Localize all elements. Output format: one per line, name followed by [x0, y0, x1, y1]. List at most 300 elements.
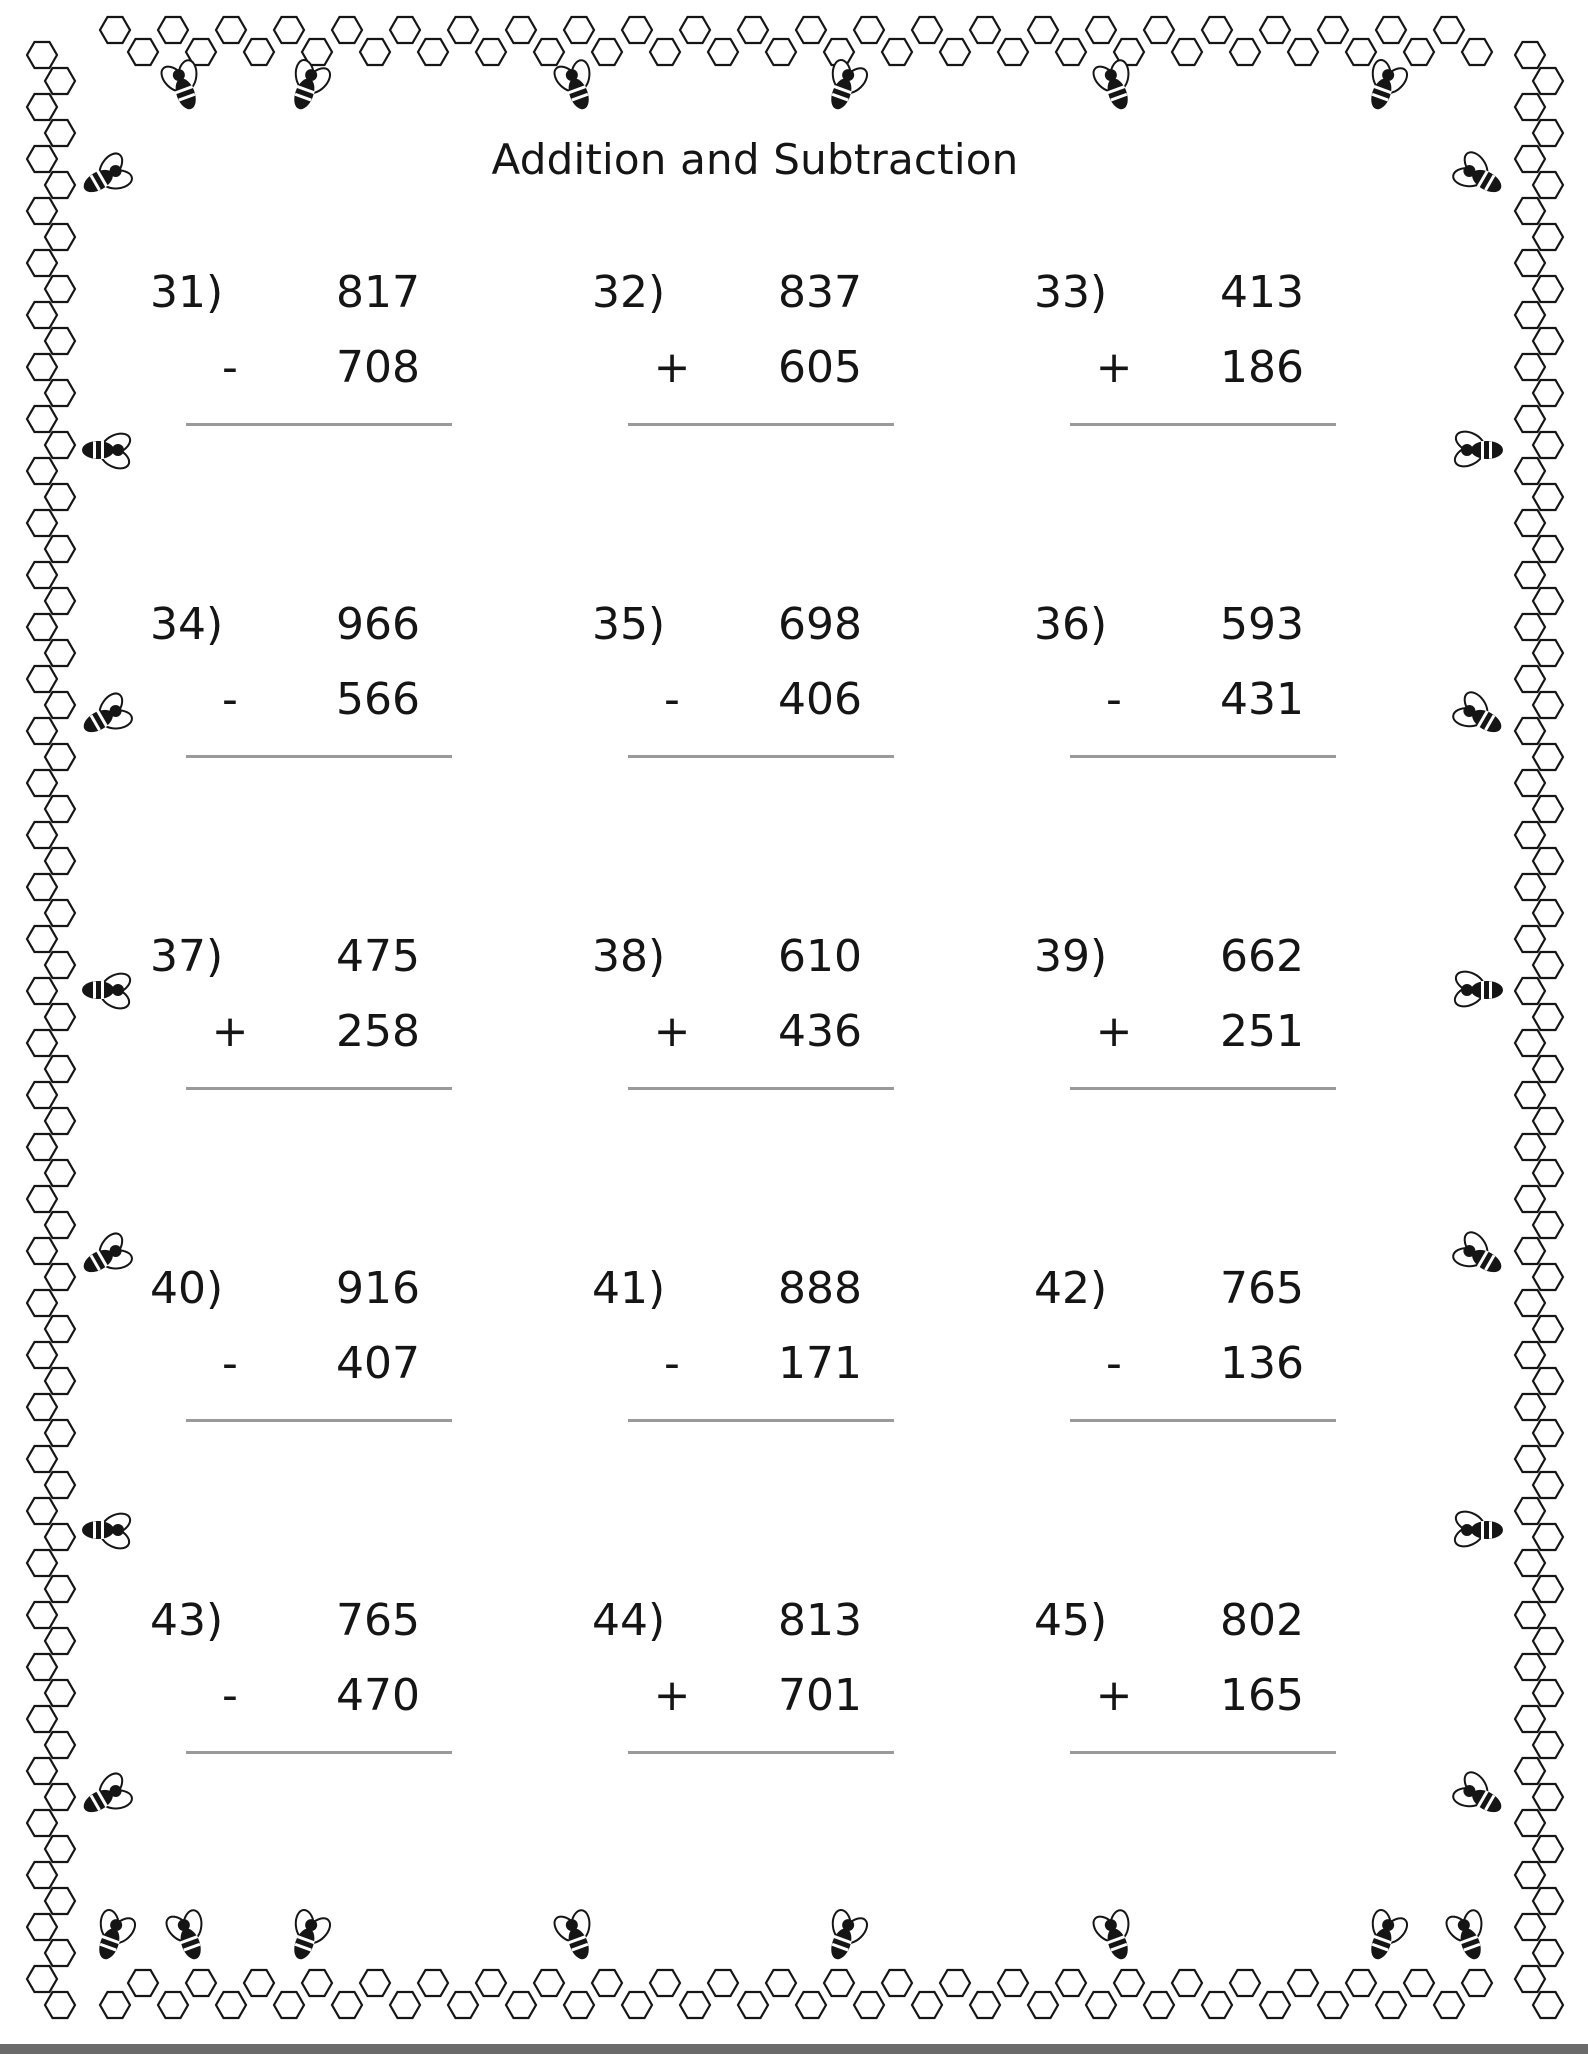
- honeycomb-hexagon-icon: [216, 17, 246, 43]
- bottom-operand: 258: [336, 1006, 420, 1057]
- honeycomb-hexagon-icon: [1515, 1498, 1545, 1524]
- honeycomb-hexagon-icon: [1515, 926, 1545, 952]
- honeycomb-hexagon-icon: [1515, 1394, 1545, 1420]
- honeycomb-hexagon-icon: [1515, 198, 1545, 224]
- top-operand: 966: [336, 599, 420, 650]
- problem-41: [592, 1261, 892, 1461]
- top-operand: 765: [336, 1595, 420, 1646]
- honeycomb-hexagon-icon: [45, 1576, 75, 1602]
- honeycomb-hexagon-icon: [708, 39, 738, 65]
- bee-icon: [1452, 1508, 1503, 1551]
- honeycomb-hexagon-icon: [1533, 1940, 1563, 1966]
- answer-line[interactable]: [628, 1087, 894, 1090]
- honeycomb-hexagon-icon: [1515, 146, 1545, 172]
- honeycomb-hexagon-icon: [1202, 1992, 1232, 2018]
- honeycomb-hexagon-icon: [1515, 1862, 1545, 1888]
- honeycomb-hexagon-icon: [27, 1030, 57, 1056]
- honeycomb-hexagon-icon: [1515, 1238, 1545, 1264]
- bee-icon: [1446, 684, 1512, 747]
- answer-line[interactable]: [1070, 1419, 1336, 1422]
- top-operand: 698: [778, 599, 862, 650]
- honeycomb-hexagon-icon: [45, 1732, 75, 1758]
- bee-icon: [280, 1904, 338, 1967]
- honeycomb-hexagon-icon: [1056, 1970, 1086, 1996]
- honeycomb-hexagon-icon: [27, 510, 57, 536]
- bee-icon: [280, 54, 338, 117]
- honeycomb-hexagon-icon: [1028, 17, 1058, 43]
- operator-sign: -: [1106, 1338, 1122, 1389]
- honeycomb-hexagon-icon: [1288, 1970, 1318, 1996]
- honeycomb-hexagon-icon: [45, 1992, 75, 2018]
- honeycomb-hexagon-icon: [1086, 1992, 1116, 2018]
- operator-sign: +: [653, 1006, 691, 1057]
- honeycomb-hexagon-icon: [45, 484, 75, 510]
- honeycomb-hexagon-icon: [1533, 1316, 1563, 1342]
- honeycomb-hexagon-icon: [1376, 17, 1406, 43]
- honeycomb-hexagon-icon: [274, 17, 304, 43]
- honeycomb-hexagon-icon: [1376, 1992, 1406, 2018]
- honeycomb-hexagon-icon: [592, 1970, 622, 1996]
- honeycomb-hexagon-icon: [1434, 17, 1464, 43]
- honeycomb-hexagon-icon: [1515, 458, 1545, 484]
- honeycomb-hexagon-icon: [1515, 1290, 1545, 1316]
- honeycomb-hexagon-icon: [27, 302, 57, 328]
- honeycomb-hexagon-icon: [738, 1992, 768, 2018]
- honeycomb-hexagon-icon: [27, 978, 57, 1004]
- honeycomb-hexagon-icon: [882, 39, 912, 65]
- problem-number: 44): [592, 1595, 666, 1646]
- bee-icon: [82, 430, 133, 473]
- honeycomb-hexagon-icon: [1114, 1970, 1144, 1996]
- honeycomb-hexagon-icon: [45, 1940, 75, 1966]
- bottom-operand: 171: [778, 1338, 862, 1389]
- honeycomb-hexagon-icon: [27, 874, 57, 900]
- honeycomb-hexagon-icon: [45, 536, 75, 562]
- honeycomb-hexagon-icon: [45, 796, 75, 822]
- honeycomb-hexagon-icon: [1533, 1836, 1563, 1862]
- answer-line[interactable]: [1070, 423, 1336, 426]
- honeycomb-hexagon-icon: [1533, 328, 1563, 354]
- honeycomb-hexagon-icon: [1533, 1160, 1563, 1186]
- problem-number: 43): [150, 1595, 224, 1646]
- honeycomb-hexagon-icon: [45, 588, 75, 614]
- operator-sign: +: [1095, 1006, 1133, 1057]
- honeycomb-hexagon-icon: [1515, 1134, 1545, 1160]
- honeycomb-hexagon-icon: [1533, 120, 1563, 146]
- honeycomb-hexagon-icon: [650, 39, 680, 65]
- problem-number: 39): [1034, 931, 1108, 982]
- answer-line[interactable]: [186, 1419, 452, 1422]
- honeycomb-hexagon-icon: [1515, 1914, 1545, 1940]
- problem-number: 36): [1034, 599, 1108, 650]
- honeycomb-hexagon-icon: [650, 1970, 680, 1996]
- honeycomb-hexagon-icon: [45, 952, 75, 978]
- honeycomb-hexagon-icon: [1515, 1186, 1545, 1212]
- answer-line[interactable]: [628, 1751, 894, 1754]
- honeycomb-hexagon-icon: [1533, 1368, 1563, 1394]
- top-operand: 765: [1220, 1263, 1304, 1314]
- honeycomb-hexagon-icon: [45, 1784, 75, 1810]
- honeycomb-hexagon-icon: [1515, 1654, 1545, 1680]
- honeycomb-hexagon-icon: [27, 1446, 57, 1472]
- honeycomb-hexagon-icon: [1462, 1970, 1492, 1996]
- honeycomb-hexagon-icon: [27, 666, 57, 692]
- problem-40: [150, 1261, 450, 1461]
- top-operand: 593: [1220, 599, 1304, 650]
- honeycomb-hexagon-icon: [1318, 1992, 1348, 2018]
- honeycomb-hexagon-icon: [1515, 1446, 1545, 1472]
- honeycomb-hexagon-icon: [476, 1970, 506, 1996]
- honeycomb-hexagon-icon: [738, 17, 768, 43]
- problem-number: 45): [1034, 1595, 1108, 1646]
- top-operand: 475: [336, 931, 420, 982]
- bee-icon: [1446, 1224, 1512, 1287]
- honeycomb-hexagon-icon: [1533, 1212, 1563, 1238]
- bottom-operand: 251: [1220, 1006, 1304, 1057]
- problem-number: 37): [150, 931, 224, 982]
- answer-line[interactable]: [1070, 1087, 1336, 1090]
- problem-number: 42): [1034, 1263, 1108, 1314]
- honeycomb-hexagon-icon: [216, 1992, 246, 2018]
- honeycomb-hexagon-icon: [1515, 1706, 1545, 1732]
- honeycomb-hexagon-icon: [1533, 432, 1563, 458]
- honeycomb-hexagon-icon: [1434, 1992, 1464, 2018]
- honeycomb-hexagon-icon: [1462, 39, 1492, 65]
- honeycomb-hexagon-icon: [940, 39, 970, 65]
- honeycomb-hexagon-icon: [796, 1992, 826, 2018]
- honeycomb-hexagon-icon: [1533, 1108, 1563, 1134]
- honeycomb-hexagon-icon: [45, 1420, 75, 1446]
- honeycomb-hexagon-icon: [1515, 822, 1545, 848]
- problem-number: 31): [150, 267, 224, 318]
- honeycomb-hexagon-icon: [998, 1970, 1028, 1996]
- operator-sign: +: [653, 342, 691, 393]
- honeycomb-hexagon-icon: [128, 39, 158, 65]
- bee-icon: [1452, 968, 1503, 1011]
- honeycomb-hexagon-icon: [796, 17, 826, 43]
- top-operand: 888: [778, 1263, 862, 1314]
- bee-icon: [82, 970, 133, 1013]
- bee-icon: [817, 1904, 875, 1967]
- problem-43: [150, 1593, 450, 1793]
- bee-icon: [82, 1510, 133, 1553]
- honeycomb-hexagon-icon: [1318, 17, 1348, 43]
- honeycomb-hexagon-icon: [766, 1970, 796, 1996]
- honeycomb-hexagon-icon: [158, 17, 188, 43]
- honeycomb-hexagon-icon: [244, 39, 274, 65]
- honeycomb-hexagon-icon: [1172, 39, 1202, 65]
- top-operand: 610: [778, 931, 862, 982]
- honeycomb-hexagon-icon: [1533, 588, 1563, 614]
- answer-line[interactable]: [1070, 1751, 1336, 1754]
- honeycomb-hexagon-icon: [45, 1212, 75, 1238]
- honeycomb-hexagon-icon: [506, 17, 536, 43]
- honeycomb-hexagon-icon: [1533, 172, 1563, 198]
- honeycomb-hexagon-icon: [27, 1134, 57, 1160]
- honeycomb-hexagon-icon: [27, 1654, 57, 1680]
- honeycomb-hexagon-icon: [1515, 1030, 1545, 1056]
- honeycomb-hexagon-icon: [45, 1472, 75, 1498]
- bee-icon: [74, 1766, 140, 1829]
- worksheet-title: Addition and Subtraction: [491, 135, 1019, 184]
- problem-35: [592, 597, 892, 797]
- honeycomb-hexagon-icon: [45, 328, 75, 354]
- bee-icon: [74, 686, 140, 749]
- problem-number: 34): [150, 599, 224, 650]
- honeycomb-hexagon-icon: [27, 926, 57, 952]
- honeycomb-hexagon-icon: [1515, 510, 1545, 536]
- honeycomb-hexagon-icon: [1515, 1550, 1545, 1576]
- honeycomb-hexagon-icon: [45, 1680, 75, 1706]
- honeycomb-hexagon-icon: [882, 1970, 912, 1996]
- honeycomb-hexagon-icon: [1515, 354, 1545, 380]
- honeycomb-hexagon-icon: [1533, 1888, 1563, 1914]
- honeycomb-hexagon-icon: [1056, 39, 1086, 65]
- honeycomb-hexagon-icon: [45, 1108, 75, 1134]
- honeycomb-hexagon-icon: [1533, 224, 1563, 250]
- top-operand: 802: [1220, 1595, 1304, 1646]
- answer-line[interactable]: [186, 1751, 452, 1754]
- problem-39: [1034, 929, 1334, 1129]
- honeycomb-hexagon-icon: [45, 1160, 75, 1186]
- honeycomb-hexagon-icon: [1533, 744, 1563, 770]
- honeycomb-hexagon-icon: [1028, 1992, 1058, 2018]
- honeycomb-hexagon-icon: [564, 1992, 594, 2018]
- honeycomb-hexagon-icon: [1533, 380, 1563, 406]
- honeycomb-hexagon-icon: [1144, 17, 1174, 43]
- honeycomb-hexagon-icon: [708, 1970, 738, 1996]
- problem-number: 38): [592, 931, 666, 982]
- honeycomb-hexagon-icon: [45, 1836, 75, 1862]
- honeycomb-hexagon-icon: [27, 354, 57, 380]
- honeycomb-hexagon-icon: [1515, 250, 1545, 276]
- bottom-operand: 407: [336, 1338, 420, 1389]
- honeycomb-hexagon-icon: [592, 39, 622, 65]
- operator-sign: -: [222, 1338, 238, 1389]
- operator-sign: +: [1095, 1670, 1133, 1721]
- bee-icon: [1452, 428, 1503, 471]
- honeycomb-hexagon-icon: [45, 380, 75, 406]
- bee-icon: [74, 1226, 140, 1289]
- bottom-operand: 431: [1220, 674, 1304, 725]
- honeycomb-hexagon-icon: [27, 1914, 57, 1940]
- answer-line[interactable]: [186, 1087, 452, 1090]
- honeycomb-hexagon-icon: [1230, 39, 1260, 65]
- operator-sign: -: [222, 1670, 238, 1721]
- answer-line[interactable]: [628, 423, 894, 426]
- honeycomb-hexagon-icon: [1404, 39, 1434, 65]
- honeycomb-hexagon-icon: [854, 17, 884, 43]
- problem-44: [592, 1593, 892, 1793]
- top-operand: 662: [1220, 931, 1304, 982]
- bee-icon: [159, 1903, 217, 1966]
- bottom-operand: 165: [1220, 1670, 1304, 1721]
- honeycomb-hexagon-icon: [1260, 1992, 1290, 2018]
- honeycomb-hexagon-icon: [506, 1992, 536, 2018]
- honeycomb-hexagon-icon: [1533, 1992, 1563, 2018]
- honeycomb-hexagon-icon: [680, 17, 710, 43]
- honeycomb-hexagon-icon: [45, 692, 75, 718]
- honeycomb-hexagon-icon: [45, 1888, 75, 1914]
- honeycomb-hexagon-icon: [1202, 17, 1232, 43]
- operator-sign: +: [1095, 342, 1133, 393]
- problem-36: [1034, 597, 1334, 797]
- honeycomb-hexagon-icon: [1533, 952, 1563, 978]
- answer-line[interactable]: [186, 423, 452, 426]
- honeycomb-hexagon-icon: [27, 1550, 57, 1576]
- honeycomb-hexagon-icon: [45, 68, 75, 94]
- honeycomb-hexagon-icon: [622, 17, 652, 43]
- honeycomb-hexagon-icon: [1515, 42, 1545, 68]
- honeycomb-hexagon-icon: [27, 1342, 57, 1368]
- honeycomb-hexagon-icon: [1288, 39, 1318, 65]
- honeycomb-hexagon-icon: [912, 17, 942, 43]
- honeycomb-hexagon-icon: [332, 17, 362, 43]
- honeycomb-hexagon-icon: [1515, 302, 1545, 328]
- honeycomb-hexagon-icon: [45, 432, 75, 458]
- honeycomb-hexagon-icon: [1086, 17, 1116, 43]
- honeycomb-hexagon-icon: [27, 458, 57, 484]
- top-operand: 837: [778, 267, 862, 318]
- honeycomb-hexagon-icon: [1533, 1264, 1563, 1290]
- problem-number: 33): [1034, 267, 1108, 318]
- honeycomb-hexagon-icon: [1515, 1758, 1545, 1784]
- bottom-operand: 406: [778, 674, 862, 725]
- answer-line[interactable]: [186, 755, 452, 758]
- honeycomb-hexagon-icon: [45, 224, 75, 250]
- bottom-operand: 186: [1220, 342, 1304, 393]
- honeycomb-hexagon-icon: [27, 1498, 57, 1524]
- honeycomb-hexagon-icon: [1515, 1082, 1545, 1108]
- top-operand: 413: [1220, 267, 1304, 318]
- honeycomb-hexagon-icon: [27, 1082, 57, 1108]
- honeycomb-hexagon-icon: [680, 1992, 710, 2018]
- page-bottom-edge: [0, 2044, 1588, 2054]
- problem-37: [150, 929, 450, 1129]
- honeycomb-hexagon-icon: [27, 718, 57, 744]
- honeycomb-hexagon-icon: [1346, 1970, 1376, 1996]
- honeycomb-hexagon-icon: [27, 42, 57, 68]
- bee-icon: [1086, 1903, 1144, 1966]
- honeycomb-hexagon-icon: [302, 1970, 332, 1996]
- operator-sign: -: [1106, 674, 1122, 725]
- bottom-operand: 708: [336, 342, 420, 393]
- honeycomb-hexagon-icon: [1533, 1472, 1563, 1498]
- honeycomb-hexagon-icon: [27, 614, 57, 640]
- bottom-operand: 701: [778, 1670, 862, 1721]
- top-operand: 813: [778, 1595, 862, 1646]
- answer-line[interactable]: [628, 1419, 894, 1422]
- honeycomb-hexagon-icon: [45, 1316, 75, 1342]
- honeycomb-hexagon-icon: [448, 17, 478, 43]
- honeycomb-hexagon-icon: [1515, 718, 1545, 744]
- bee-icon: [1446, 1764, 1512, 1827]
- honeycomb-hexagon-icon: [1346, 39, 1376, 65]
- bee-icon: [547, 1903, 605, 1966]
- honeycomb-hexagon-icon: [158, 1992, 188, 2018]
- honeycomb-hexagon-icon: [1533, 1680, 1563, 1706]
- bottom-operand: 136: [1220, 1338, 1304, 1389]
- honeycomb-hexagon-icon: [824, 1970, 854, 1996]
- honeycomb-hexagon-icon: [564, 17, 594, 43]
- honeycomb-hexagon-icon: [1172, 1970, 1202, 1996]
- problem-number: 40): [150, 1263, 224, 1314]
- honeycomb-hexagon-icon: [45, 744, 75, 770]
- problem-45: [1034, 1593, 1334, 1793]
- honeycomb-hexagon-icon: [1515, 562, 1545, 588]
- honeycomb-hexagon-icon: [1533, 1576, 1563, 1602]
- bee-icon: [85, 1904, 143, 1967]
- problem-38: [592, 929, 892, 1129]
- honeycomb-hexagon-icon: [27, 94, 57, 120]
- answer-line[interactable]: [628, 755, 894, 758]
- honeycomb-hexagon-icon: [1515, 1342, 1545, 1368]
- problem-number: 35): [592, 599, 666, 650]
- honeycomb-hexagon-icon: [854, 1992, 884, 2018]
- honeycomb-hexagon-icon: [1230, 1970, 1260, 1996]
- honeycomb-hexagon-icon: [27, 822, 57, 848]
- honeycomb-hexagon-icon: [534, 1970, 564, 1996]
- honeycomb-hexagon-icon: [1533, 484, 1563, 510]
- honeycomb-hexagon-icon: [27, 1706, 57, 1732]
- honeycomb-hexagon-icon: [27, 1758, 57, 1784]
- honeycomb-hexagon-icon: [27, 250, 57, 276]
- honeycomb-hexagon-icon: [45, 1004, 75, 1030]
- honeycomb-hexagon-icon: [100, 17, 130, 43]
- honeycomb-hexagon-icon: [128, 1970, 158, 1996]
- honeycomb-hexagon-icon: [1515, 406, 1545, 432]
- honeycomb-hexagon-icon: [1533, 900, 1563, 926]
- honeycomb-hexagon-icon: [27, 770, 57, 796]
- honeycomb-hexagon-icon: [45, 1264, 75, 1290]
- honeycomb-hexagon-icon: [1515, 1966, 1545, 1992]
- top-operand: 817: [336, 267, 420, 318]
- honeycomb-hexagon-icon: [244, 1970, 274, 1996]
- honeycomb-hexagon-icon: [1533, 796, 1563, 822]
- honeycomb-hexagon-icon: [45, 848, 75, 874]
- honeycomb-hexagon-icon: [1404, 1970, 1434, 1996]
- honeycomb-hexagon-icon: [1533, 1004, 1563, 1030]
- honeycomb-hexagon-icon: [27, 1602, 57, 1628]
- honeycomb-hexagon-icon: [476, 39, 506, 65]
- problem-number: 32): [592, 267, 666, 318]
- problem-34: [150, 597, 450, 797]
- honeycomb-hexagon-icon: [1533, 1056, 1563, 1082]
- problem-33: [1034, 265, 1334, 465]
- honeycomb-hexagon-icon: [1533, 1628, 1563, 1654]
- honeycomb-hexagon-icon: [970, 17, 1000, 43]
- honeycomb-hexagon-icon: [1260, 17, 1290, 43]
- honeycomb-hexagon-icon: [766, 39, 796, 65]
- honeycomb-hexagon-icon: [186, 1970, 216, 1996]
- honeycomb-hexagon-icon: [1533, 68, 1563, 94]
- honeycomb-hexagon-icon: [1533, 1784, 1563, 1810]
- honeycomb-hexagon-icon: [274, 1992, 304, 2018]
- honeycomb-hexagon-icon: [27, 1238, 57, 1264]
- honeycomb-hexagon-icon: [1515, 1602, 1545, 1628]
- honeycomb-hexagon-icon: [1533, 1732, 1563, 1758]
- honeycomb-hexagon-icon: [970, 1992, 1000, 2018]
- honeycomb-hexagon-icon: [27, 1394, 57, 1420]
- answer-line[interactable]: [1070, 755, 1336, 758]
- honeycomb-hexagon-icon: [912, 1992, 942, 2018]
- problem-number: 41): [592, 1263, 666, 1314]
- honeycomb-hexagon-icon: [45, 1056, 75, 1082]
- honeycomb-hexagon-icon: [1515, 770, 1545, 796]
- honeycomb-hexagon-icon: [1533, 1420, 1563, 1446]
- operator-sign: -: [664, 1338, 680, 1389]
- honeycomb-hexagon-icon: [1533, 276, 1563, 302]
